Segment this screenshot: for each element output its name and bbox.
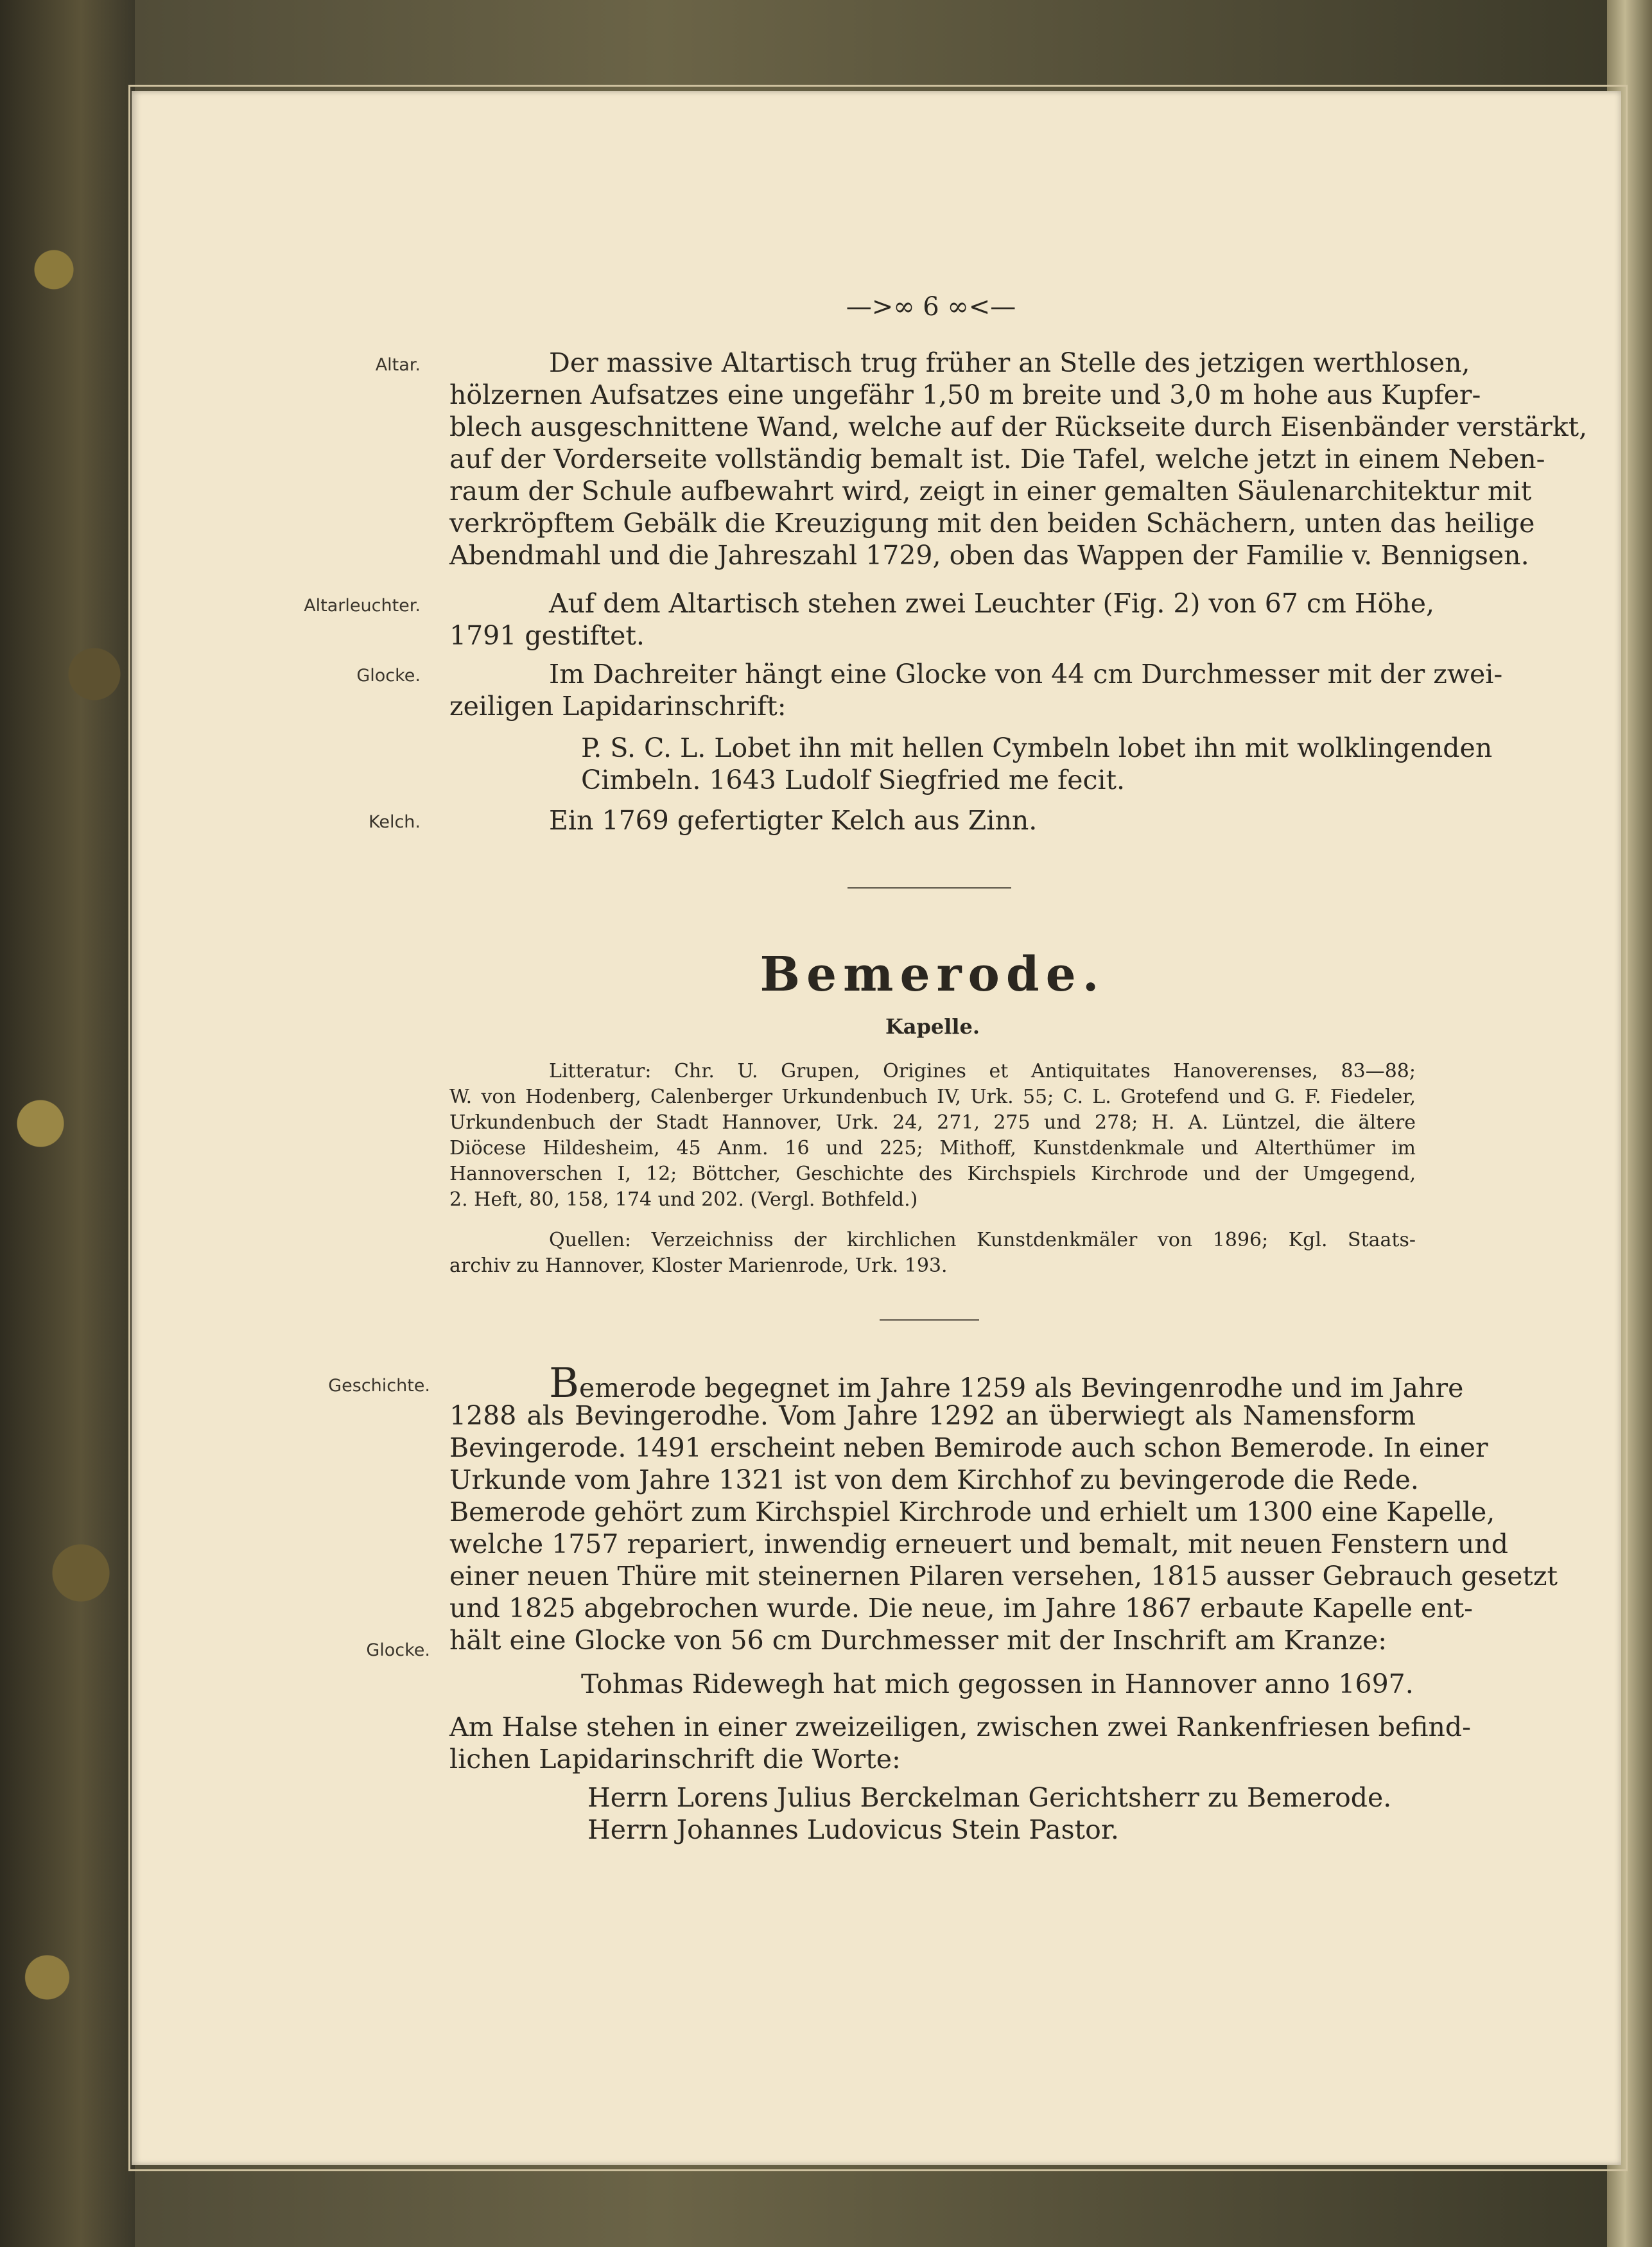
drop-cap: B <box>549 1360 580 1407</box>
separator-rule <box>880 1319 979 1321</box>
paragraph-line: hölzernen Aufsatzes eine ungefähr 1,50 m breite und 3,0 m hohe aus Kupfer- <box>449 379 1481 410</box>
paragraph-line: zeiligen Lapidarinschrift: <box>449 691 787 722</box>
margin-note-kelch: Kelch. <box>368 812 421 832</box>
margin-note-geschichte: Geschichte. <box>328 1376 430 1396</box>
paragraph-line: raum der Schule aufbewahrt wird, zeigt in einer gemalten Säulenarchitektur mit <box>449 476 1532 507</box>
margin-note-glocke: Glocke. <box>356 666 421 686</box>
inscription-line: Tohmas Ridewegh hat mich gegossen in Hannover anno 1697. <box>581 1669 1414 1699</box>
paragraph-line: Ein 1769 gefertigter Kelch aus Zinn. <box>549 805 1038 836</box>
paragraph-line: Urkunde vom Jahre 1321 ist von dem Kirchhof zu bevingerode die Rede. <box>449 1464 1419 1495</box>
paragraph-line: welche 1757 repariert, inwendig erneuert und bemalt, mit neuen Fenstern und <box>449 1529 1509 1559</box>
paragraph-line: und 1825 abgebrochen wurde. Die neue, im Jahre 1867 erbaute Kapelle ent- <box>449 1593 1474 1624</box>
paragraph-line: Auf dem Altartisch stehen zwei Leuchter (Fig. 2) von 67 cm Höhe, <box>549 588 1435 619</box>
inscription-line: P. S. C. L. Lobet ihn mit hellen Cymbeln lobet ihn mit wolklingenden <box>581 733 1493 763</box>
separator-rule <box>848 887 1011 889</box>
literature-line: 2. Heft, 80, 158, 174 und 202. (Vergl. Bothfeld.) <box>449 1188 918 1211</box>
section-subtitle: Kapelle. <box>885 1014 980 1039</box>
inscription-line: Herrn Johannes Ludovicus Stein Pastor. <box>587 1814 1119 1845</box>
page-number: —>∞ 6 ∞<— <box>846 292 1016 322</box>
paragraph-line: Abendmahl und die Jahreszahl 1729, oben das Wappen der Familie v. Bennigsen. <box>449 540 1529 571</box>
paragraph-line: auf der Vorderseite vollständig bemalt ist. Die Tafel, welche jetzt in einem Neben- <box>449 444 1545 474</box>
paragraph-line: Bevingerode. 1491 erscheint neben Bemirode auch schon Bemerode. In einer <box>449 1432 1488 1463</box>
paragraph-line: verkröpftem Gebälk die Kreuzigung mit den beiden Schächern, unten das heilige <box>449 508 1535 539</box>
margin-note-glocke: Glocke. <box>366 1640 430 1660</box>
paragraph-line: Im Dachreiter hängt eine Glocke von 44 cm Durchmesser mit der zwei- <box>549 659 1503 690</box>
paragraph-line: lichen Lapidarinschrift die Worte: <box>449 1744 901 1774</box>
margin-note-altar: Altar. <box>375 355 421 375</box>
literature-line: Litteratur: Chr. U. Grupen, Origines et Antiquitates Hanoverenses, 83—88; <box>549 1060 1416 1082</box>
literature-line: Hannoverschen I, 12; Böttcher, Geschichte des Kirchspiels Kirchrode und der Umgegend, <box>449 1163 1416 1185</box>
paragraph-line <box>549 1360 1464 1407</box>
inscription-line: Herrn Lorens Julius Berckelman Gerichtsherr zu Bemerode. <box>587 1782 1392 1813</box>
sources-line: Quellen: Verzeichniss der kirchlichen Kunstdenkmäler von 1896; Kgl. Staats- <box>549 1229 1416 1251</box>
paragraph-first-line: emerode begegnet im Jahre 1259 als Bevingenrodhe und im Jahre <box>579 1373 1464 1403</box>
margin-note-altarleuchter: Altarleuchter. <box>304 596 421 616</box>
literature-line: Urkundenbuch der Stadt Hannover, Urk. 24, 271, 275 und 278; H. A. Lüntzel, die ältere <box>449 1111 1416 1134</box>
paragraph-line: blech ausgeschnittene Wand, welche auf der Rückseite durch Eisenbänder verstärkt, <box>449 412 1588 442</box>
literature-line: W. von Hodenberg, Calenberger Urkundenbuch IV, Urk. 55; C. L. Grotefend und G. F. Fiedeler, <box>449 1086 1416 1108</box>
paragraph-line: Der massive Altartisch trug früher an Stelle des jetzigen werthlosen, <box>549 347 1470 378</box>
paragraph-line: 1791 gestiftet. <box>449 620 645 651</box>
marbled-cover-left <box>0 0 135 2247</box>
section-title: Bemerode. <box>760 947 1106 1002</box>
inscription-line: Cimbeln. 1643 Ludolf Siegfried me fecit. <box>581 765 1126 795</box>
paragraph-line: Am Halse stehen in einer zweizeiligen, zwischen zwei Rankenfriesen befind- <box>449 1712 1471 1742</box>
literature-line: Diöcese Hildesheim, 45 Anm. 16 und 225; Mithoff, Kunstdenkmale und Alterthümer im <box>449 1137 1416 1159</box>
paragraph-line: Bemerode gehört zum Kirchspiel Kirchrode und erhielt um 1300 eine Kapelle, <box>449 1497 1495 1527</box>
paragraph-line: einer neuen Thüre mit steinernen Pilaren versehen, 1815 ausser Gebrauch gesetzt <box>449 1561 1558 1592</box>
sources-line: archiv zu Hannover, Kloster Marienrode, Urk. 193. <box>449 1254 948 1277</box>
paragraph-line: hält eine Glocke von 56 cm Durchmesser mit der Inschrift am Kranze: <box>449 1625 1387 1656</box>
paragraph-line: 1288 als Bevingerodhe. Vom Jahre 1292 an überwiegt als Namensform <box>449 1400 1416 1431</box>
